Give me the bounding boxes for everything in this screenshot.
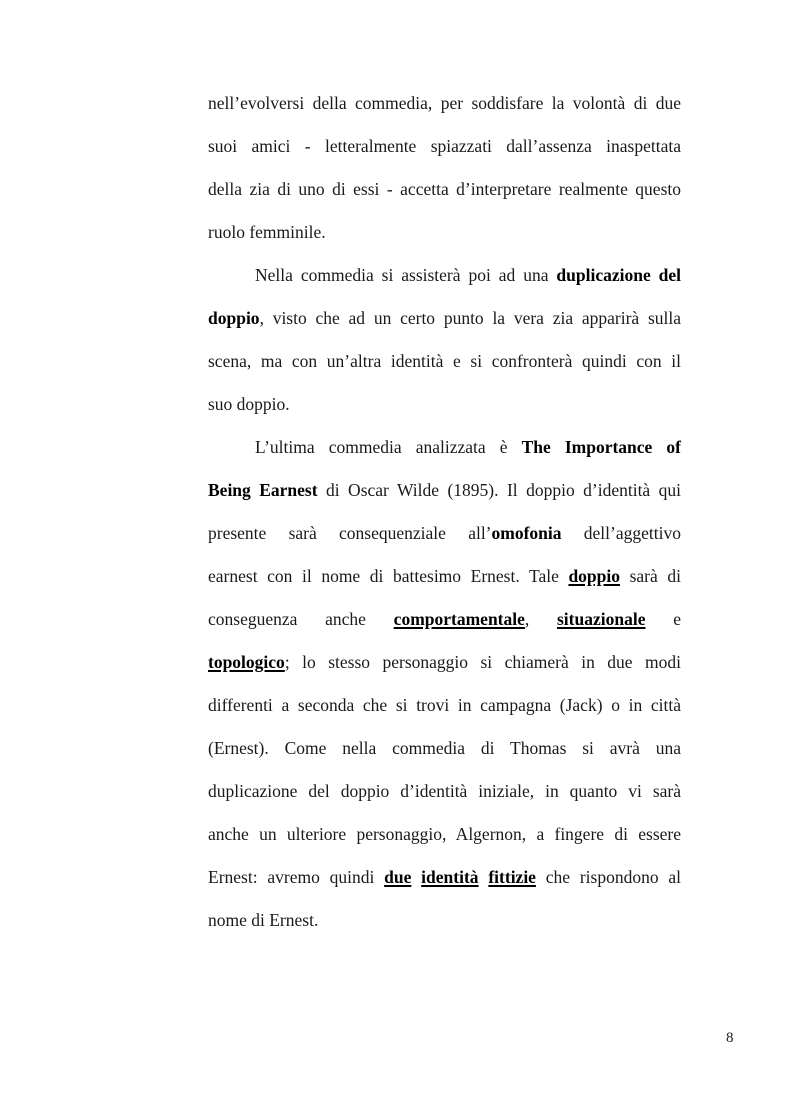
text-run: nell’evolversi della commedia, per soddisfare la volontà di due [208,93,681,113]
bold-keyword [208,652,285,672]
bold-keyword: omofonia [491,523,562,543]
text-line [208,598,681,641]
text-run: di Oscar Wilde (1895). Il doppio d’identità qui [317,480,681,500]
text-run: e [645,609,681,629]
bold-keyword: doppio [208,308,260,328]
text-run: , visto che ad un certo punto la vera zia apparirà sulla [259,308,681,328]
text-run: della zia di uno di essi - accetta d’interpretare realmente questo [208,179,681,199]
paragraph [208,426,681,942]
text-run: presente sarà consequenziale all’ [208,523,492,543]
text-run: earnest con il nome di battesimo Ernest. Tale [208,566,569,586]
bold-keyword [421,867,478,887]
text-line [208,383,681,426]
text-run: , [524,609,557,629]
text-line [208,297,681,340]
text-run: nome di Ernest. [208,910,319,930]
text-line [208,512,681,555]
text-run: Nella commedia si assisterà poi ad una [255,265,557,285]
bold-keyword [488,867,536,887]
text-line [208,211,681,254]
text-line [208,125,681,168]
text-run: che rispondono al [535,867,681,887]
text-run: ruolo femminile. [208,222,326,242]
text-run: suoi amici - letteralmente spiazzati dall’assenza inaspettata [208,136,681,156]
bold-keyword [557,609,645,629]
text-line [208,899,681,942]
text-line [208,426,681,469]
page-body [208,82,681,942]
underlined-keyword: doppio [568,566,621,586]
text-line [208,684,681,727]
text-run: scena, ma con un’altra identità e si confronterà quindi con il [208,351,681,371]
bold-keyword: Being Earnest [208,480,318,500]
text-run: ; lo stesso personaggio si chiamerà in due modi [284,652,681,672]
paragraph [208,82,681,254]
text-run: suo doppio. [208,394,290,414]
text-run: duplicazione del doppio d’identità iniziale, in quanto vi sarà [208,781,681,801]
bold-keyword: duplicazione del [556,265,681,285]
page-number: 8 [726,1030,734,1046]
text-run: (Ernest). Come nella commedia di Thomas si avrà una [208,738,681,758]
text-run: dell’aggettivo [561,523,681,543]
text-run: conseguenza anche [208,609,394,629]
text-line [208,469,681,512]
text-line [208,856,681,899]
text-line [208,168,681,211]
text-run: differenti a seconda che si trovi in campagna (Jack) o in città [208,695,681,715]
underlined-keyword: topologico [208,652,285,672]
text-line [208,813,681,856]
underlined-keyword: situazionale [557,609,646,629]
underlined-keyword: fittizie [488,867,536,887]
bold-keyword [568,566,620,586]
bold-keyword: The Importance of [521,437,681,457]
text-line [208,641,681,684]
text-line [208,82,681,125]
text-line [208,770,681,813]
underlined-keyword: due [384,867,412,887]
text-run [411,867,421,887]
text-line [208,340,681,383]
underlined-keyword: identità [421,867,479,887]
paragraph [208,254,681,426]
text-line [208,555,681,598]
text-line [208,727,681,770]
bold-keyword [394,609,525,629]
text-run: L’ultima commedia analizzata è [255,437,522,457]
text-run: Ernest: avremo quindi [208,867,385,887]
text-line [208,254,681,297]
bold-keyword [384,867,411,887]
text-run: sarà di [620,566,681,586]
underlined-keyword: comportamentale [393,609,525,629]
text-run [479,867,489,887]
text-run: anche un ulteriore personaggio, Algernon, a fingere di essere [208,824,681,844]
